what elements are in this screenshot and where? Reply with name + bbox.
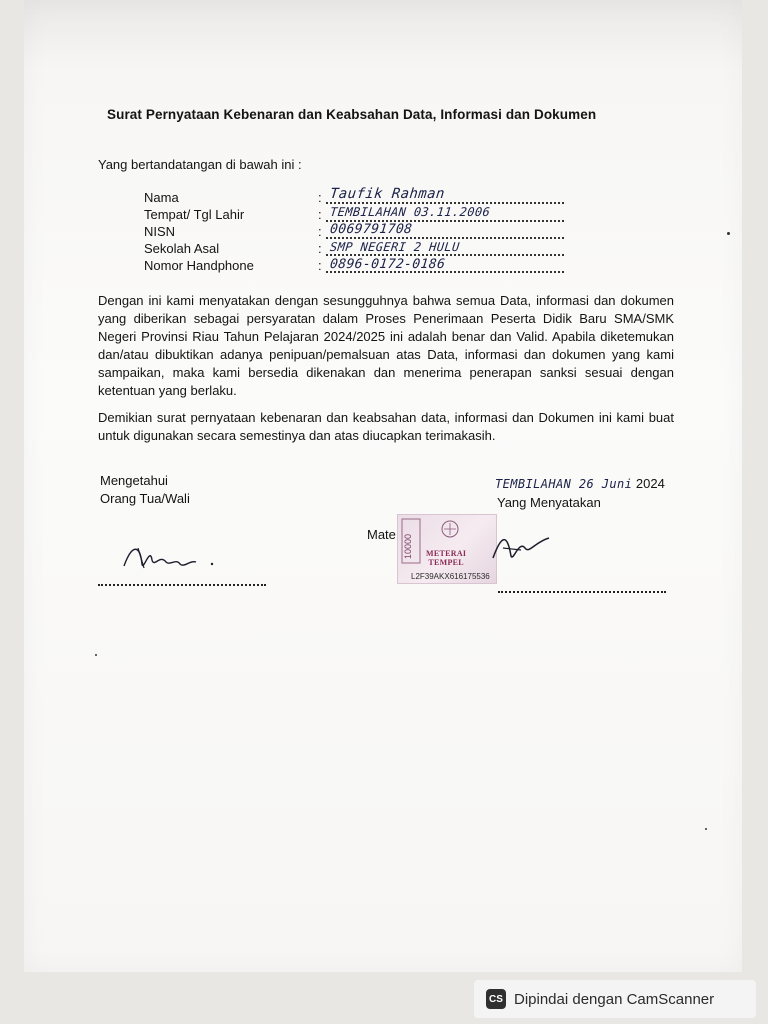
speck [95, 654, 97, 656]
camscanner-text: Dipindai dengan CamScanner [514, 990, 715, 1008]
right-signature-line [498, 589, 666, 593]
intro-text: Yang bertandatangan di bawah ini : [98, 157, 302, 172]
stamp-value-text: 10000 [403, 533, 413, 559]
speck [727, 232, 730, 235]
left-sign-label-2: Orang Tua/Wali [100, 491, 190, 506]
place-date [495, 475, 665, 493]
stamp-serial: L2F39AKX616175536 [411, 572, 490, 581]
stamp-label [426, 549, 466, 567]
field-label-nisn: NISN [144, 224, 176, 239]
field-label-nomor-handphone: Nomor Handphone [144, 258, 254, 273]
field-colon: : [318, 207, 322, 222]
field-label-sekolah-asal: Sekolah Asal [144, 241, 220, 256]
place-date-handwritten: TEMBILAHAN 26 Juni [495, 477, 633, 491]
stamp-label-bottom: TEMPEL [428, 558, 464, 567]
right-sign-label: Yang Menyatakan [497, 495, 601, 510]
field-value-nama: Taufik Rahman [329, 186, 446, 202]
left-sign-label-1: Mengetahui [100, 473, 168, 488]
speck [705, 828, 707, 830]
field-colon: : [318, 190, 322, 205]
field-colon: : [318, 224, 322, 239]
stamp-prefix-text: Mate [367, 527, 396, 542]
field-value-sekolah-asal: SMP NEGERI 2 HULU [329, 240, 461, 254]
field-value-tempat-tgl-lahir: TEMBILAHAN 03.11.2006 [329, 205, 491, 219]
field-value-nisn: 0069791708 [329, 222, 414, 237]
camscanner-watermark [474, 980, 756, 1018]
paper-shadow [24, 0, 742, 70]
place-date-year: 2024 [635, 476, 665, 491]
stamp-label-top: METERAI [426, 549, 467, 558]
field-colon: : [318, 241, 322, 256]
field-colon: : [318, 258, 322, 273]
field-label-tempat-tgl-lahir: Tempat/ Tgl Lahir [144, 207, 245, 222]
statement-paragraph: Dengan ini kami menyatakan dengan sesungguhnya bahwa semua Data, informasi dan dokumen yang diberikan sebagai persyaratan dalam Proses Penerimaan Peserta Didik Baru SMA/SMK Negeri Provinsi Riau Tahun Pelajaran 2024/2025 ini adalah benar dan Valid. Apabila diketemukan dan/atau dibuktikan adanya penipuan/pemalsuan atas Data, informasi dan dokumen yang kami sampaikan, maka kami bersedia dikenakan dan menerima penerapan sanksi sesuai dengan ketentuan yang berlaku. [98, 293, 674, 398]
camscanner-logo-icon: CS [486, 989, 506, 1009]
field-label-nama: Nama [144, 190, 179, 205]
declarant-signature-icon [485, 528, 555, 564]
closing-paragraph: Demikian surat pernyataan kebenaran dan keabsahan data, informasi dan Dokumen ini kami buat untuk digunakan secara semestinya dan atas diucapkan terimakasih. [98, 410, 674, 443]
field-value-nomor-handphone: 0896-0172-0186 [329, 257, 446, 272]
left-signature-line [98, 582, 266, 586]
parent-signature-icon [118, 538, 228, 578]
document-title: Surat Pernyataan Kebenaran dan Keabsahan Data, Informasi dan Dokumen [107, 107, 597, 122]
